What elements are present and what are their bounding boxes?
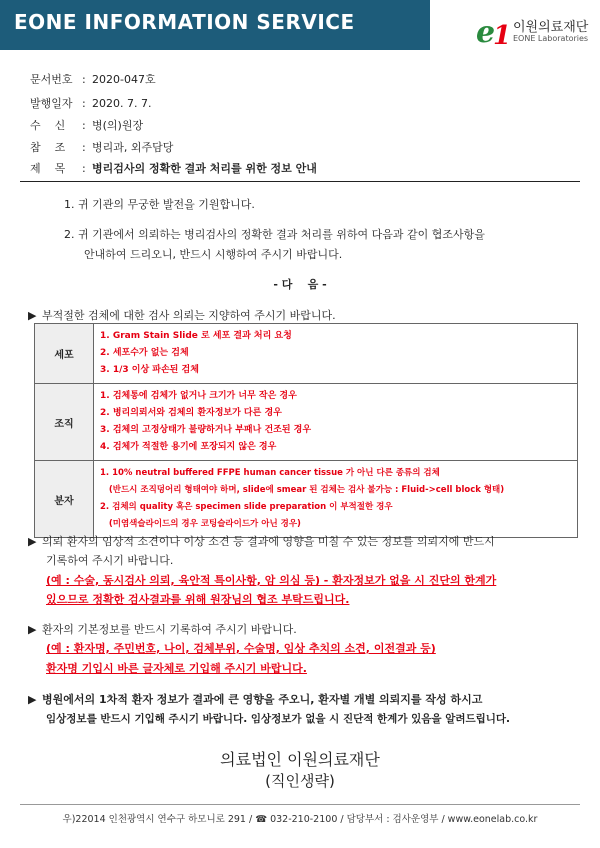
list-item: 3. 1/3 이상 파손된 검체 (100, 365, 199, 375)
meta-to: 수 신 : 병(의)원장 (30, 119, 144, 132)
header-band (0, 0, 430, 50)
section3-note-line2: 환자명 기입시 바른 글자체로 기입해 주시기 바랍니다. (46, 662, 307, 675)
section2-note-line1: (예 : 수술, 동시검사 의뢰, 육안적 특이사항, 암 의심 등) - 환자정보가 없을 시 진단의 한계가 (46, 574, 497, 587)
section1-heading: ▶ 부적절한 검체에 대한 검사 의뢰는 지양하여 주시기 바랍니다. (28, 309, 336, 322)
svg-text:1: 1 (493, 21, 512, 50)
list-item: (반드시 조직덩어리 형태여야 하며, slide에 smear 된 검체는 검사 불가능 : Fluid->cell block 형태) (100, 485, 505, 495)
items-cell (94, 384, 578, 461)
bullet-triangle-icon: ▶ (28, 693, 37, 706)
list-item: 1. 10% neutral buffered FFPE human cancer tissue 가 아닌 다른 종류의 검체 (100, 468, 440, 478)
paragraph-2-line2: 안내하여 드리오니, 반드시 시행하여 주시기 바랍니다. (84, 248, 343, 261)
section2-line1: ▶ 의뢰 환자의 임상적 소견이나 이상 소견 등 결과에 영향을 미칠 수 있는 정보를 의뢰지에 반드시 (28, 535, 495, 548)
category-cell: 세포 (35, 324, 94, 384)
category-cell: 조직 (35, 384, 94, 461)
list-item: 2. 병리의뢰서와 검체의 환자정보가 다른 경우 (100, 408, 282, 418)
paragraph-2-line1: 2. 귀 기관에서 의뢰하는 병리검사의 정확한 결과 처리를 위하여 다음과 같이 협조사항을 (64, 228, 485, 241)
section2-note-line2: 있으므로 정확한 검사결과를 위해 원장님의 협조 부탁드립니다. (46, 593, 350, 606)
bullet-triangle-icon: ▶ (28, 309, 37, 322)
category-cell: 분자 (35, 461, 94, 538)
subject-title: 병리검사의 정확한 결과 처리를 위한 정보 안내 (92, 162, 317, 175)
eone-logo-icon (476, 14, 512, 50)
logo (476, 14, 596, 54)
list-item: 4. 검체가 적절한 용기에 포장되지 않은 경우 (100, 442, 277, 452)
table-row (35, 384, 578, 461)
bullet-triangle-icon: ▶ (28, 623, 37, 636)
meta-doc-no: 문서번호 : 2020-047호 (30, 73, 156, 86)
list-item: (미염색슬라이드의 경우 코팅슬라이드가 아닌 경우) (100, 519, 301, 529)
list-item: 2. 세포수가 없는 검체 (100, 348, 189, 358)
section2-line2: 기록하여 주시기 바랍니다. (46, 554, 174, 567)
footer-contact: 우)22014 인천광역시 연수구 하모니로 291 / ☎ 032-210-2100 / 담당부서 : 검사운영부 / www.eonelab.co.kr (62, 814, 538, 825)
signature-org: 의료법인 이원의료재단 (220, 750, 380, 769)
bullet-triangle-icon: ▶ (28, 535, 37, 548)
logo-english: EONE Laboratories (513, 34, 589, 43)
section4-line1: ▶ 병원에서의 1차적 환자 정보가 결과에 큰 영향을 주오니, 환자별 개별 의뢰지를 작성 하시고 (28, 693, 483, 706)
logo-korean: 이원의료재단 (513, 20, 589, 35)
section3-line1: ▶ 환자의 기본정보를 반드시 기록하여 주시기 바랍니다. (28, 623, 297, 636)
header-title: EONE INFORMATION SERVICE (14, 10, 355, 34)
list-item: 1. 검체통에 검체가 없거나 크기가 너무 작은 경우 (100, 391, 297, 401)
section3-note-line1: (예 : 환자명, 주민번호, 나이, 검체부위, 수술명, 임상 추치의 소견, 이전결과 등) (46, 642, 436, 655)
signature-seal: (직인생략) (265, 772, 335, 790)
section4-line2: 임상정보를 반드시 기입해 주시기 바랍니다. 임상정보가 없을 시 진단적 한계가 있음을 알려드립니다. (46, 713, 511, 725)
paragraph-1: 1. 귀 기관의 무궁한 발전을 기원합니다. (64, 198, 255, 211)
list-item: 2. 검체의 quality 혹은 specimen slide preparation 이 부적절한 경우 (100, 502, 393, 512)
meta-ref: 참 조 : 병리과, 외주담당 (30, 141, 174, 154)
rejection-criteria-table (34, 323, 578, 538)
svg-text:e: e (476, 15, 496, 50)
footer-divider (20, 804, 580, 805)
meta-date: 발행일자 : 2020. 7. 7. (30, 97, 152, 110)
table-row (35, 324, 578, 384)
list-item: 1. Gram Stain Slide 로 세포 결과 처리 요청 (100, 331, 292, 341)
meta-subject: 제 목 : 병리검사의 정확한 결과 처리를 위한 정보 안내 (30, 162, 317, 175)
dagum-heading: - 다 음 - (273, 278, 327, 291)
items-cell (94, 324, 578, 384)
list-item: 3. 검체의 고정상태가 불량하거나 부패나 건조된 경우 (100, 425, 312, 435)
table-row (35, 461, 578, 538)
items-cell (94, 461, 578, 538)
subject-divider (20, 181, 580, 182)
